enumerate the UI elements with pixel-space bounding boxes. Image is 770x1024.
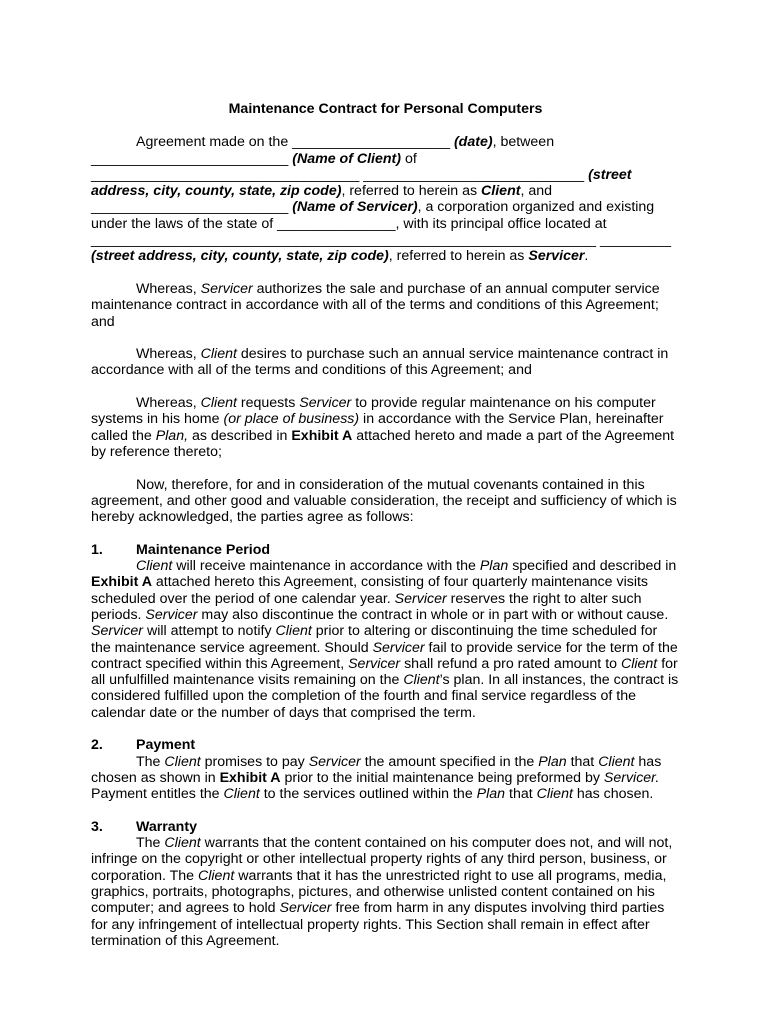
section-3-number: 3. (91, 818, 103, 835)
client-address-blank-continued[interactable]: ____________________________ (363, 166, 585, 183)
section-2-number: 2. (91, 737, 103, 754)
section-2-heading (91, 737, 680, 753)
section-2-body: The Client promises to pay Servicer the amount specified in the Plan that Client has chosen as shown in Exhibit A prior to the initial maintenance being preformed by Servicer. Payment entitles the Client to the services outlined within the Plan that Client has chosen. (91, 753, 662, 803)
section-1-number: 1. (91, 541, 103, 558)
servicer-address-blank-continued[interactable]: _________ (599, 232, 671, 249)
section-3-heading (91, 819, 680, 835)
whereas-paragraph-3: Whereas, Client requests Servicer to provide regular maintenance on his computer systems in his home (or place of business) in accordance with the Service Plan, hereinafter called the Plan, as described in Exhibit A attached hereto and made a part of the Agreement by reference thereto; (91, 395, 675, 460)
client-name-blank[interactable]: _________________________ (91, 150, 289, 167)
servicer-address-label: (street address, city, county, state, zip code) (91, 248, 389, 265)
client-address-blank[interactable]: __________________________________ (91, 166, 360, 183)
servicer-name-blank[interactable]: _________________________ (91, 199, 289, 216)
whereas-paragraph-1: Whereas, Servicer authorizes the sale and purchase of an annual computer service maintenance contract in accordance with all of the terms and conditions of this Agreement; and (91, 280, 660, 330)
client-term: Client (481, 183, 521, 200)
section-1-title: Maintenance Period (136, 541, 271, 558)
date-label: (date) (453, 134, 493, 151)
client-name-label: (Name of Client) (292, 150, 401, 167)
state-blank[interactable]: _______________ (277, 215, 396, 232)
document-title: Maintenance Contract for Personal Computers (228, 101, 543, 117)
agreement-intro-paragraph: Agreement made on the ____________________ (date), between _________________________ (Name of Client) of __________________________________ ____________________________ (street address, city, county, state, zip code), referred to herein as Client, and _________________________ (Name of Servicer), a corporation organized and existing under the laws of the state of _______________, with its principal office located at ________________________________________________________________ _________ (street address, city, county, state, zip code), referred to herein as Servicer. (91, 134, 671, 265)
date-blank[interactable]: ____________________ (292, 134, 450, 151)
section-2-title: Payment (136, 737, 196, 754)
section-1-heading (91, 542, 680, 558)
servicer-address-blank[interactable]: ________________________________________________________________ (91, 232, 596, 249)
now-therefore-paragraph: Now, therefore, for and in consideration of the mutual covenants contained in this agreement, and other good and valuable consideration, the receipt and sufficiency of which is hereby acknowledged, the parties agree as follows: (91, 476, 677, 526)
section-1-body: Client will receive maintenance in accordance with the Plan specified and described in Exhibit A attached hereto this Agreement, consisting of four quarterly maintenance visits scheduled over the period of one calendar year. Servicer reserves the right to alter such periods. Servicer may also discontinue the contract in whole or in part with or without cause. Servicer will attempt to notify Client prior to altering or discontinuing the time scheduled for the maintenance service agreement. Should Servicer fail to provide service for the term of the contract specified within this Agreement, Servicer shall refund a pro rated amount to Client for all unfulfilled maintenance visits remaining on the Client’s plan. In all instances, the contract is considered fulfilled upon the completion of the fourth and final service regardless of the calendar date or the number of days that comprised the term. (91, 558, 679, 721)
section-3-title: Warranty (136, 818, 197, 835)
servicer-name-label: (Name of Servicer) (292, 199, 418, 216)
whereas-paragraph-2: Whereas, Client desires to purchase such an annual service maintenance contract in accordance with all of the terms and conditions of this Agreement; and (91, 346, 669, 379)
section-3-body: The Client warrants that the content contained on his computer does not, and will not, infringe on the copyright or other intellectual property rights of any third person, business, or corporation. The Client warrants that it has the unrestricted right to use all programs, media, graphics, portraits, photographs, pictures, and otherwise unlisted content contained on his computer; and agrees to hold Servicer free from harm in any disputes involving third parties for any infringement of intellectual property rights. This Section shall remain in effect after termination of this Agreement. (91, 835, 673, 949)
servicer-term: Servicer (528, 248, 585, 265)
client-address-label: (street address, city, county, state, zip code) (91, 166, 632, 200)
